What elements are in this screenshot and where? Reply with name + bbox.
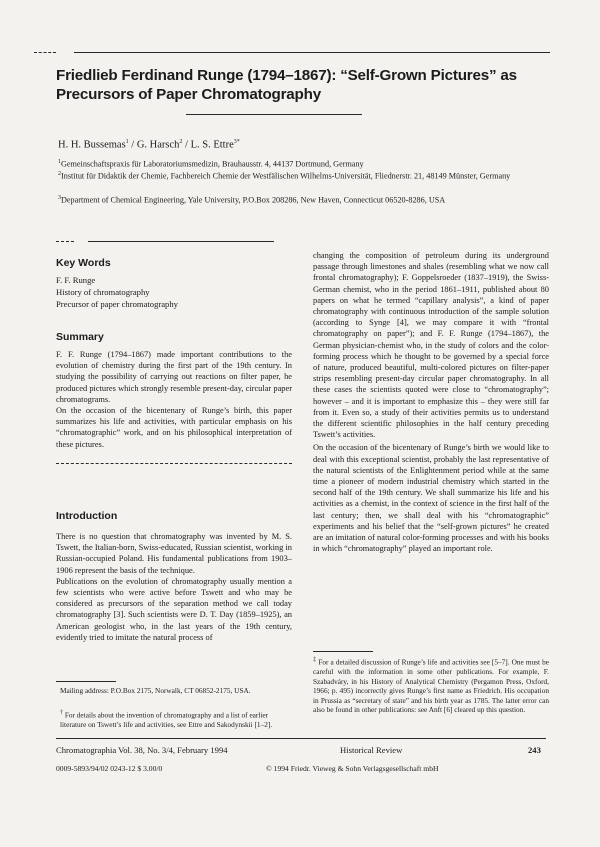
keyword-item: History of chromatography	[56, 287, 150, 297]
summary-heading: Summary	[56, 331, 104, 343]
copyright: © 1994 Friedr. Vieweg & Sohn Verlagsgesellschaft mbH	[266, 764, 439, 773]
header-rule	[74, 52, 550, 53]
author-line	[58, 139, 240, 151]
right-paragraph-1: changing the composition of petroleum during its underground passage through limestones and shales (resembling what we now call frontal chromatography); F. Goppelsroeder (1837–1919), the Swiss-German chemist, who in the period 1861–1911, published about 80 papers on what he termed “capillary analysis”, a kind of paper chromatography with continuous introduction of the sample solution (according to Synge [4], we may compare it with “frontal chromatography on paper”); and F. F. Runge (1794–1867), the German physician-chemist who, in the study of colors and the color-forming process which he thought to be governed by a special force of nature, produced beautiful, multi-colored pictures on filter-paper strips resembling present-day circular paper chromatography. In all these cases the scientists quoted were close to “chromatography”; however – and it is important to emphasize this – they were still far from it. Even so, a study of their activities permits us to understand the different scientific philosophies in the half century preceding Tswett’s activities.	[313, 251, 549, 440]
keyword-item: Precursor of paper chromatography	[56, 299, 178, 309]
summary-paragraph-2: On the occasion of the bicentenary of Runge’s birth, this paper summarizes his life and activities, with particular emphasis on his “chromatographic” work, and on his philosophical interpretation of these pictures.	[56, 406, 292, 449]
keywords-rule-left	[56, 241, 74, 242]
author-1: H. H. Bussemas	[58, 139, 126, 151]
right-column-text	[313, 250, 549, 554]
affiliation-1: $^1$Gemeinschaftspraxis für Laboratoriumsmedizin, Brauhausstr. 4, 44137 Dortmund, Germany	[58, 159, 364, 169]
footer-rule	[56, 738, 546, 739]
introduction-paragraph-1: There is no question that chromatography was invented by M. S. Tswett, the Italian-born, Swiss-educated, Russian scientist, working in Russian-occupied Poland. His fundamental publications from 1903–1906 represent the basis of the technique.	[56, 532, 292, 575]
page-number: 243	[528, 745, 541, 755]
footnote-mailing: Mailing address: P.O.Box 2175, Norwalk, CT 06852-2175, USA.	[60, 686, 251, 695]
header-rule-left	[34, 52, 56, 53]
left-footnote-rule	[56, 681, 116, 682]
summary-text	[56, 349, 292, 450]
author-3-sup: 3	[233, 139, 237, 145]
keywords-rule	[88, 241, 274, 242]
key-words-heading: Key Words	[56, 257, 111, 269]
footnote-runge: ‡ For a detailed discussion of Runge’s life and activities see [5–7]. One must be careful with the information in some other publications. For example, F. Szabadváry, in his History of Analytical Chemistry (Pergamon Press, Oxford, 1966; p. 495) incorrectly gives Runge’s first name as Friedrich. His occupation in Prussia as “secretary of state” and his birth year as 1785. The latter error can also be found in other publications: see Anft [6] cleared up this question.	[313, 657, 550, 715]
journal-citation: Chromatographia Vol. 38, No. 3/4, February 1994	[56, 745, 228, 755]
affiliation-3: $^3$Department of Chemical Engineering, Yale University, P.O.Box 208286, New Haven, Connecticut 06520-8286, USA	[58, 195, 446, 205]
author-star: *	[236, 139, 240, 145]
introduction-text	[56, 531, 292, 643]
footnote-details: † For details about the invention of chromatography and a list of earlier literature on Tswett’s life and activities, see Ettre and Sakodynskii [1–2].	[60, 710, 273, 730]
summary-paragraph-1: F. F. Runge (1794–1867) made important contributions to the evolution of chemistry during the first part of the 19th century. In studying the possibility of carrying out reactions on filter paper, he produced pictures which strongly resemble present-day, circular paper chromatograms.	[56, 350, 292, 404]
author-2: / G. Harsch	[128, 139, 180, 151]
author-3: / L. S. Ettre	[182, 139, 234, 151]
title-rule	[186, 114, 362, 115]
article-type: Historical Review	[340, 745, 403, 755]
issn-code: 0009-5893/94/02 0243-12 $ 3.00/0	[56, 764, 163, 773]
right-paragraph-2: On the occasion of the bicentenary of Runge’s birth we would like to deal with this exceptional scientist, probably the last representative of the natural scientists of the Enlightenment period while at the same time a pioneer of modern industrial chemistry which started in the second half of the 19th century. We shall summarize his life and his activities as a chemist, in the context of science in the first half of the last century; then, we shall deal with his “chromatographic” experiments and his belief that the “self-grown pictures” he created are an imitation of natural color-forming processes and with his books in which “chromatography” played an important role.	[313, 443, 549, 554]
author-1-sup: 1	[125, 139, 129, 145]
article-title: Friedlieb Ferdinand Runge (1794–1867): “Self-Grown Pictures” as Precursors of Paper Chromatography	[56, 67, 517, 103]
introduction-heading: Introduction	[56, 510, 118, 522]
introduction-paragraph-2: Publications on the evolution of chromatography usually mention a few scientists who were active before Tswett and who may be considered as precursors of the separation method we call today chromatography [3]. Such scientists were D. T. Day (1859–1925), an American geologist who, in the last years of the 19th century, evidently tried to imitate the natural process of	[56, 576, 292, 642]
right-footnote-rule	[313, 651, 373, 652]
summary-end-rule	[56, 463, 292, 464]
author-2-sup: 2	[179, 139, 183, 145]
affiliation-2: $^2$Institut für Didaktik der Chemie, Fachbereich Chemie der Westfälischen Wilhelms-Universität, Fliednerstr. 21, 48149 Münster, Germany	[58, 171, 511, 181]
keyword-item: F. F. Runge	[56, 275, 96, 285]
